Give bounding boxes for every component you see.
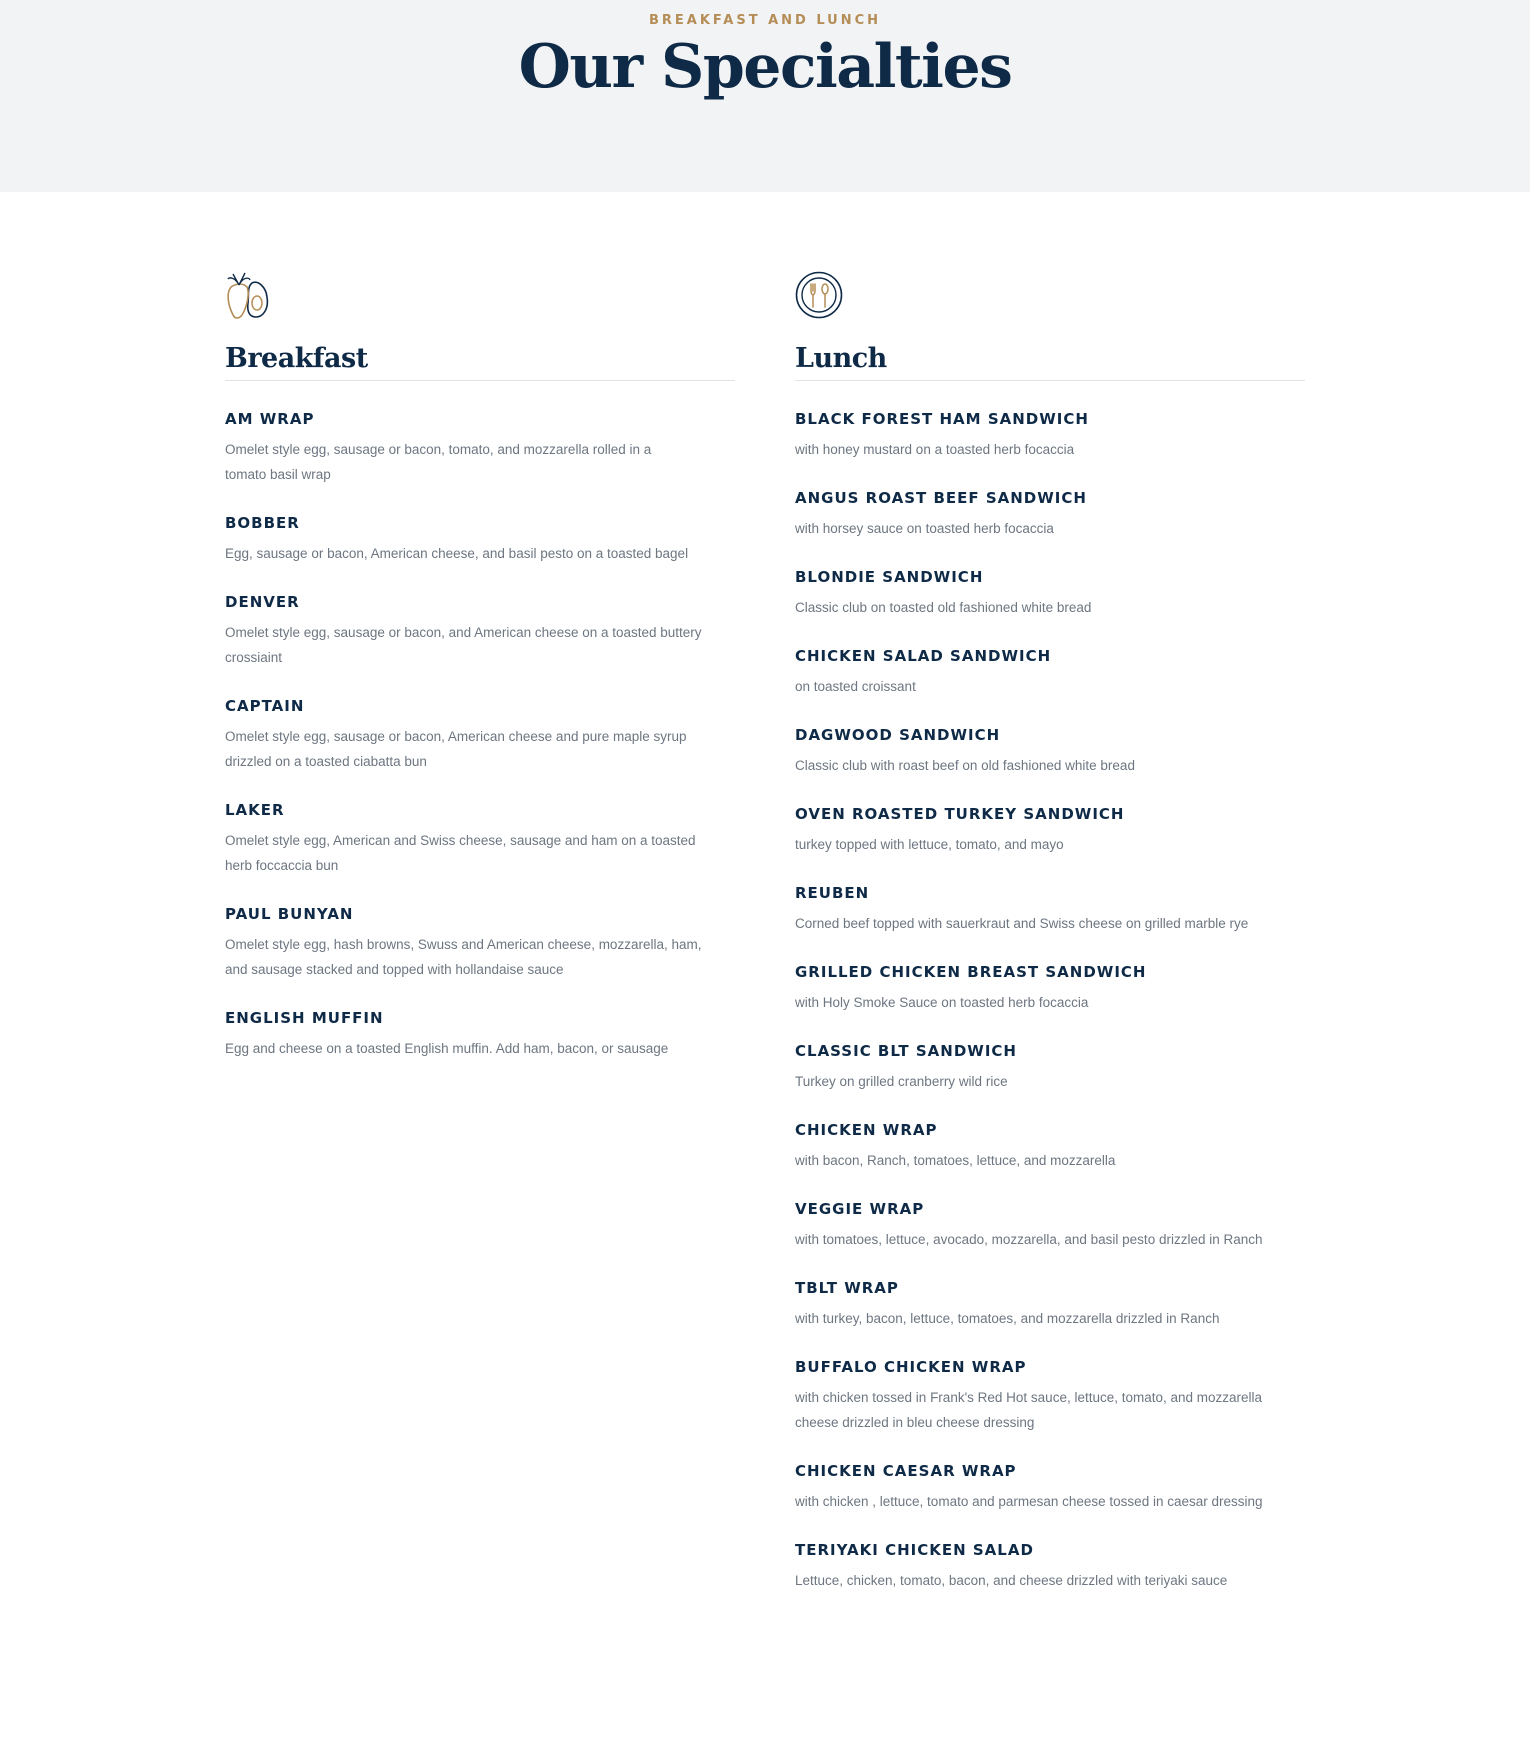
menu-item [795, 725, 1305, 778]
menu-section [225, 192, 1305, 1619]
menu-item [795, 804, 1305, 857]
hero-section [0, 0, 1530, 192]
menu-item [795, 646, 1305, 699]
menu-item [795, 1357, 1305, 1435]
menu-item-description: Classic club on toasted old fashioned white bread [795, 600, 1092, 615]
menu-item-name: GRILLED CHICKEN BREAST SANDWICH [795, 963, 1147, 981]
menu-item [795, 883, 1305, 936]
menu-item [225, 696, 735, 774]
menu-item [225, 592, 735, 670]
menu-item-name: ENGLISH MUFFIN [225, 1009, 384, 1027]
menu-item-name: CAPTAIN [225, 697, 305, 715]
menu-item-name: AM WRAP [225, 410, 315, 428]
breakfast-items [225, 409, 735, 1061]
menu-item [795, 1540, 1305, 1593]
menu-item-name: BLACK FOREST HAM SANDWICH [795, 410, 1089, 428]
menu-item-name: REUBEN [795, 884, 870, 902]
menu-item-name: BLONDIE SANDWICH [795, 568, 984, 586]
menu-item [225, 904, 735, 982]
menu-item-name: CHICKEN CAESAR WRAP [795, 1462, 1017, 1480]
menu-item [225, 1008, 735, 1061]
menu-item-description: Omelet style egg, hash browns, Swuss and American cheese, mozzarella, ham, and sausage stacked and topped with hollandaise sauce [225, 937, 702, 977]
menu-item-description: with bacon, Ranch, tomatoes, lettuce, and mozzarella [795, 1153, 1116, 1168]
menu-item [795, 1120, 1305, 1173]
menu-item-description: with horsey sauce on toasted herb focaccia [795, 521, 1054, 536]
menu-item [795, 409, 1305, 462]
menu-item-description: with turkey, bacon, lettuce, tomatoes, and mozzarella drizzled in Ranch [795, 1311, 1220, 1326]
menu-item-description: on toasted croissant [795, 679, 916, 694]
menu-item-name: LAKER [225, 801, 285, 819]
menu-item-name: CLASSIC BLT SANDWICH [795, 1042, 1017, 1060]
menu-item-description: Egg, sausage or bacon, American cheese, and basil pesto on a toasted bagel [225, 546, 689, 561]
menu-item-name: BUFFALO CHICKEN WRAP [795, 1358, 1027, 1376]
menu-item-description: with chicken , lettuce, tomato and parmesan cheese tossed in caesar dressing [795, 1494, 1263, 1509]
menu-item [795, 1461, 1305, 1514]
menu-item-description: turkey topped with lettuce, tomato, and mayo [795, 837, 1064, 852]
menu-item-name: DAGWOOD SANDWICH [795, 726, 1001, 744]
menu-item-name: TBLT WRAP [795, 1279, 899, 1297]
menu-item [795, 1278, 1305, 1331]
lunch-heading: Lunch [795, 343, 1305, 381]
lunch-items [795, 409, 1305, 1593]
menu-item-description: Omelet style egg, sausage or bacon, tomato, and mozzarella rolled in a tomato basil wrap [225, 442, 652, 482]
menu-item-name: VEGGIE WRAP [795, 1200, 925, 1218]
menu-item-description: with honey mustard on a toasted herb focaccia [795, 442, 1075, 457]
menu-item-description: Omelet style egg, sausage or bacon, and American cheese on a toasted buttery crossiaint [225, 625, 702, 665]
menu-item [795, 962, 1305, 1015]
menu-item-description: Classic club with roast beef on old fashioned white bread [795, 758, 1135, 773]
plate-fork-spoon-icon [795, 271, 843, 319]
section-eyebrow: BREAKFAST AND LUNCH [648, 13, 882, 28]
menu-item [225, 800, 735, 878]
menu-item [795, 1199, 1305, 1252]
menu-item-name: OVEN ROASTED TURKEY SANDWICH [795, 805, 1125, 823]
menu-item-name: PAUL BUNYAN [225, 905, 354, 923]
menu-item-description: Egg and cheese on a toasted English muffin. Add ham, bacon, or sausage [225, 1041, 669, 1056]
menu-item-description: Corned beef topped with sauerkraut and Swiss cheese on grilled marble rye [795, 916, 1249, 931]
menu-item [795, 1041, 1305, 1094]
menu-item-name: BOBBER [225, 514, 300, 532]
menu-item-description: Omelet style egg, American and Swiss cheese, sausage and ham on a toasted herb foccaccia bun [225, 833, 696, 873]
menu-item [225, 513, 735, 566]
menu-item-description: Omelet style egg, sausage or bacon, American cheese and pure maple syrup drizzled on a toasted ciabatta bun [225, 729, 687, 769]
lunch-column [795, 271, 1305, 1619]
menu-item [795, 567, 1305, 620]
menu-item-name: TERIYAKI CHICKEN SALAD [795, 1541, 1034, 1559]
menu-item-name: CHICKEN WRAP [795, 1121, 938, 1139]
strawberry-avocado-icon [225, 271, 273, 319]
menu-item-name: CHICKEN SALAD SANDWICH [795, 647, 1052, 665]
menu-item-description: with tomatoes, lettuce, avocado, mozzarella, and basil pesto drizzled in Ranch [795, 1232, 1263, 1247]
breakfast-heading: Breakfast [225, 343, 735, 381]
menu-item-description: with chicken tossed in Frank's Red Hot sauce, lettuce, tomato, and mozzarella cheese drizzled in bleu cheese dressing [795, 1390, 1263, 1430]
menu-item-description: with Holy Smoke Sauce on toasted herb focaccia [795, 995, 1089, 1010]
menu-item-description: Lettuce, chicken, tomato, bacon, and cheese drizzled with teriyaki sauce [795, 1573, 1228, 1588]
page-title: Our Specialties [518, 32, 1012, 102]
menu-item [795, 488, 1305, 541]
menu-item-name: DENVER [225, 593, 300, 611]
menu-item-name: ANGUS ROAST BEEF SANDWICH [795, 489, 1087, 507]
menu-item-description: Turkey on grilled cranberry wild rice [795, 1074, 1008, 1089]
menu-item [225, 409, 735, 487]
breakfast-column [225, 271, 735, 1619]
